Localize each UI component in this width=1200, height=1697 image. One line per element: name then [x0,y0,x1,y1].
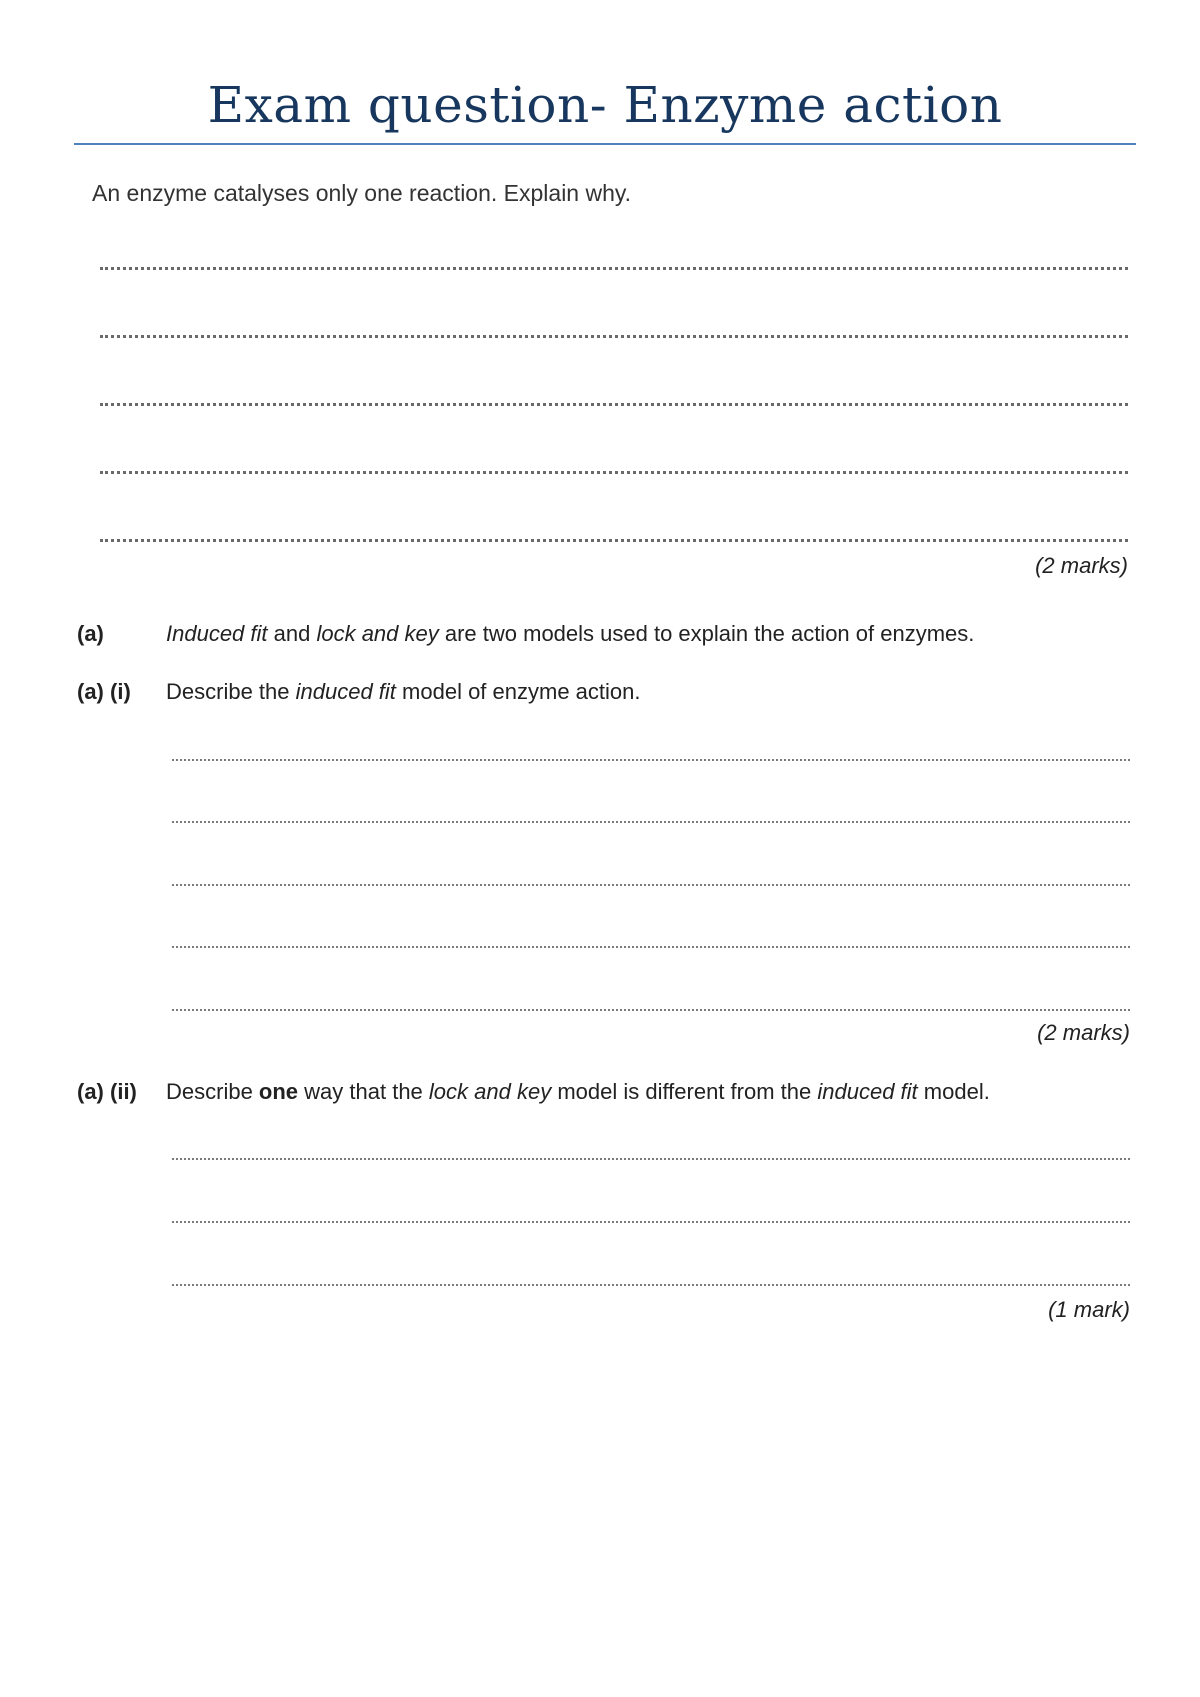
answer-line[interactable] [172,946,1130,948]
answer-line[interactable] [172,1284,1130,1286]
answer-line[interactable] [100,471,1128,474]
page-title: Exam question- Enzyme action [207,76,1003,134]
question-a-i-text: Describe the induced fit model of enzyme action. [166,679,641,704]
question-a-ii-marks: (1 mark) [1048,1297,1130,1322]
term-lock-and-key: lock and key [428,1079,552,1104]
answer-line[interactable] [172,759,1130,761]
answer-line[interactable] [172,821,1130,823]
answer-line[interactable] [100,335,1128,338]
term-induced-fit: induced fit [295,679,396,704]
question-a-ii-label: (a) (ii) [77,1079,137,1104]
question-1-text: An enzyme catalyses only one reaction. Explain why. [92,180,632,206]
answer-line[interactable] [172,1158,1130,1160]
answer-line[interactable] [172,1009,1130,1011]
term-induced-fit: Induced fit [166,621,268,646]
question-a-i-marks: (2 marks) [1037,1020,1130,1045]
question-a-label: (a) [77,621,104,646]
question-a-text: Induced fit and lock and key are two models used to explain the action of enzymes. [166,621,975,646]
question-a-i-label: (a) (i) [77,679,131,704]
question-1-marks: (2 marks) [1035,553,1128,578]
answer-line[interactable] [100,403,1128,406]
answer-line[interactable] [100,267,1128,270]
answer-line[interactable] [172,1221,1130,1223]
term-lock-and-key: lock and key [316,621,439,646]
term-induced-fit: induced fit [817,1079,918,1104]
question-a-ii-text: Describe one way that the lock and key model is different from the induced fit model. [166,1079,990,1104]
title-underline [74,143,1136,145]
answer-line[interactable] [172,884,1130,886]
answer-line[interactable] [100,539,1128,542]
